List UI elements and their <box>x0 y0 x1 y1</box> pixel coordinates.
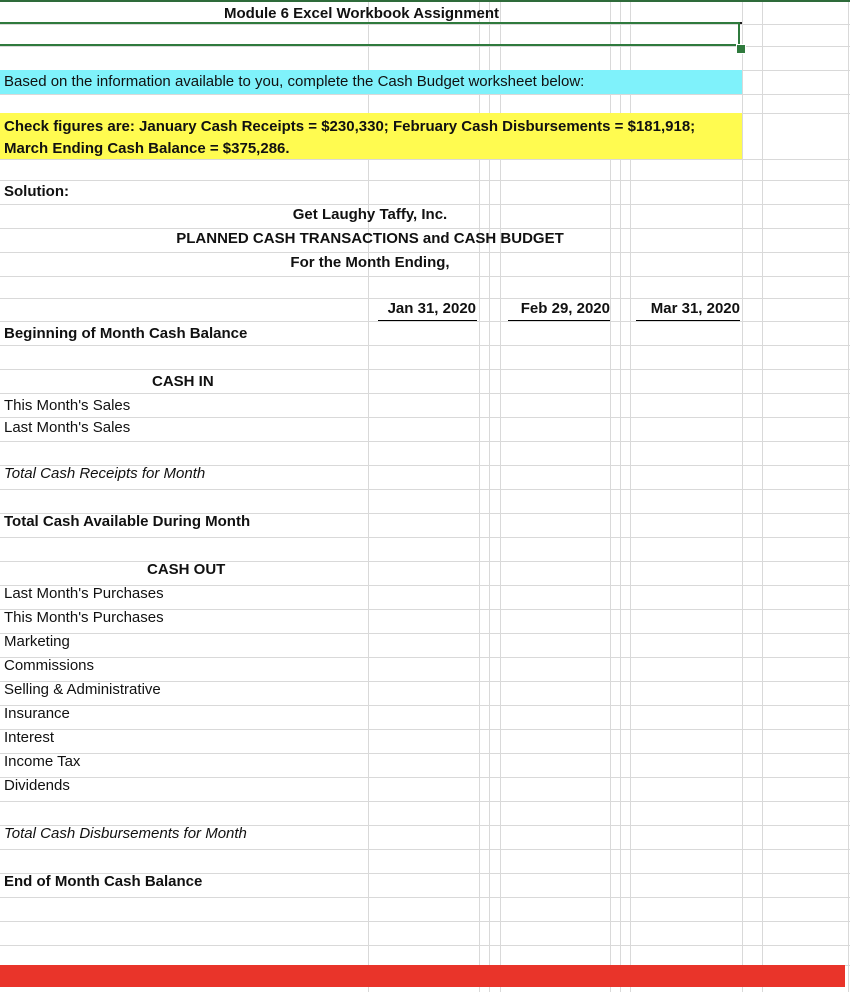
column-header-feb-underline <box>508 320 610 321</box>
row-last-month-sales: Last Month's Sales <box>4 419 131 436</box>
solution-label: Solution: <box>4 183 69 200</box>
fill-handle[interactable] <box>736 44 746 54</box>
row-end-balance: End of Month Cash Balance <box>4 873 203 890</box>
gridline-row <box>0 753 850 754</box>
gridline-row <box>0 321 850 322</box>
row-total-available: Total Cash Available During Month <box>4 513 251 530</box>
report-title: PLANNED CASH TRANSACTIONS and CASH BUDGET <box>176 230 564 247</box>
gridline-row <box>0 46 850 47</box>
gridline-row <box>0 159 850 160</box>
gridline-row <box>0 561 850 562</box>
row-dividends: Dividends <box>4 777 70 794</box>
gridline-row <box>0 777 850 778</box>
gridline-row <box>0 897 850 898</box>
row-this-month-sales: This Month's Sales <box>4 397 131 414</box>
row-total-disbursements: Total Cash Disbursements for Month <box>4 825 247 842</box>
check-figures-line-1: Check figures are: January Cash Receipts = $230,330; February Cash Disbursements = $181,918; <box>4 118 696 135</box>
column-header-jan: Jan 31, 2020 <box>387 300 476 317</box>
row-cash-out-header: CASH OUT <box>147 561 226 578</box>
row-interest: Interest <box>4 729 55 746</box>
report-period: For the Month Ending, <box>290 254 450 271</box>
sheet-top-border <box>0 0 850 2</box>
gridline-column <box>848 0 849 992</box>
gridline-column <box>762 0 763 992</box>
row-selling-admin: Selling & Administrative <box>4 681 161 698</box>
gridline-row <box>0 345 850 346</box>
row-this-month-purchases: This Month's Purchases <box>4 609 164 626</box>
row-beginning-balance: Beginning of Month Cash Balance <box>4 325 248 342</box>
gridline-row <box>0 393 850 394</box>
row-insurance: Insurance <box>4 705 70 722</box>
gridline-row <box>0 180 850 181</box>
gridline-row <box>0 276 850 277</box>
row-last-month-purchases: Last Month's Purchases <box>4 585 164 602</box>
gridline-row <box>0 705 850 706</box>
row-income-tax: Income Tax <box>4 753 81 770</box>
check-figures-line-2: March Ending Cash Balance = $375,286. <box>4 140 290 157</box>
gridline-row <box>0 729 850 730</box>
workbook-title: Module 6 Excel Workbook Assignment <box>224 5 500 22</box>
gridline-row <box>0 537 850 538</box>
gridline-row <box>0 849 850 850</box>
gridline-row <box>0 369 850 370</box>
gridline-column <box>742 0 743 992</box>
column-header-mar-underline <box>636 320 740 321</box>
company-name: Get Laughy Taffy, Inc. <box>292 206 448 223</box>
gridline-row <box>0 94 850 95</box>
row-commissions: Commissions <box>4 657 95 674</box>
gridline-row <box>0 633 850 634</box>
selected-cell[interactable] <box>0 22 740 46</box>
column-header-mar: Mar 31, 2020 <box>650 300 740 317</box>
gridline-row <box>0 945 850 946</box>
red-fill-row <box>0 965 845 987</box>
gridline-row <box>0 921 850 922</box>
gridline-row <box>0 489 850 490</box>
row-marketing: Marketing <box>4 633 70 650</box>
gridline-row <box>0 801 850 802</box>
column-header-jan-underline <box>378 320 477 321</box>
gridline-row <box>0 441 850 442</box>
column-header-feb: Feb 29, 2020 <box>520 300 610 317</box>
row-total-receipts: Total Cash Receipts for Month <box>4 465 206 482</box>
row-cash-in-header: CASH IN <box>152 373 214 390</box>
instructions-text: Based on the information available to you, complete the Cash Budget worksheet below: <box>4 73 585 90</box>
gridline-row <box>0 657 850 658</box>
